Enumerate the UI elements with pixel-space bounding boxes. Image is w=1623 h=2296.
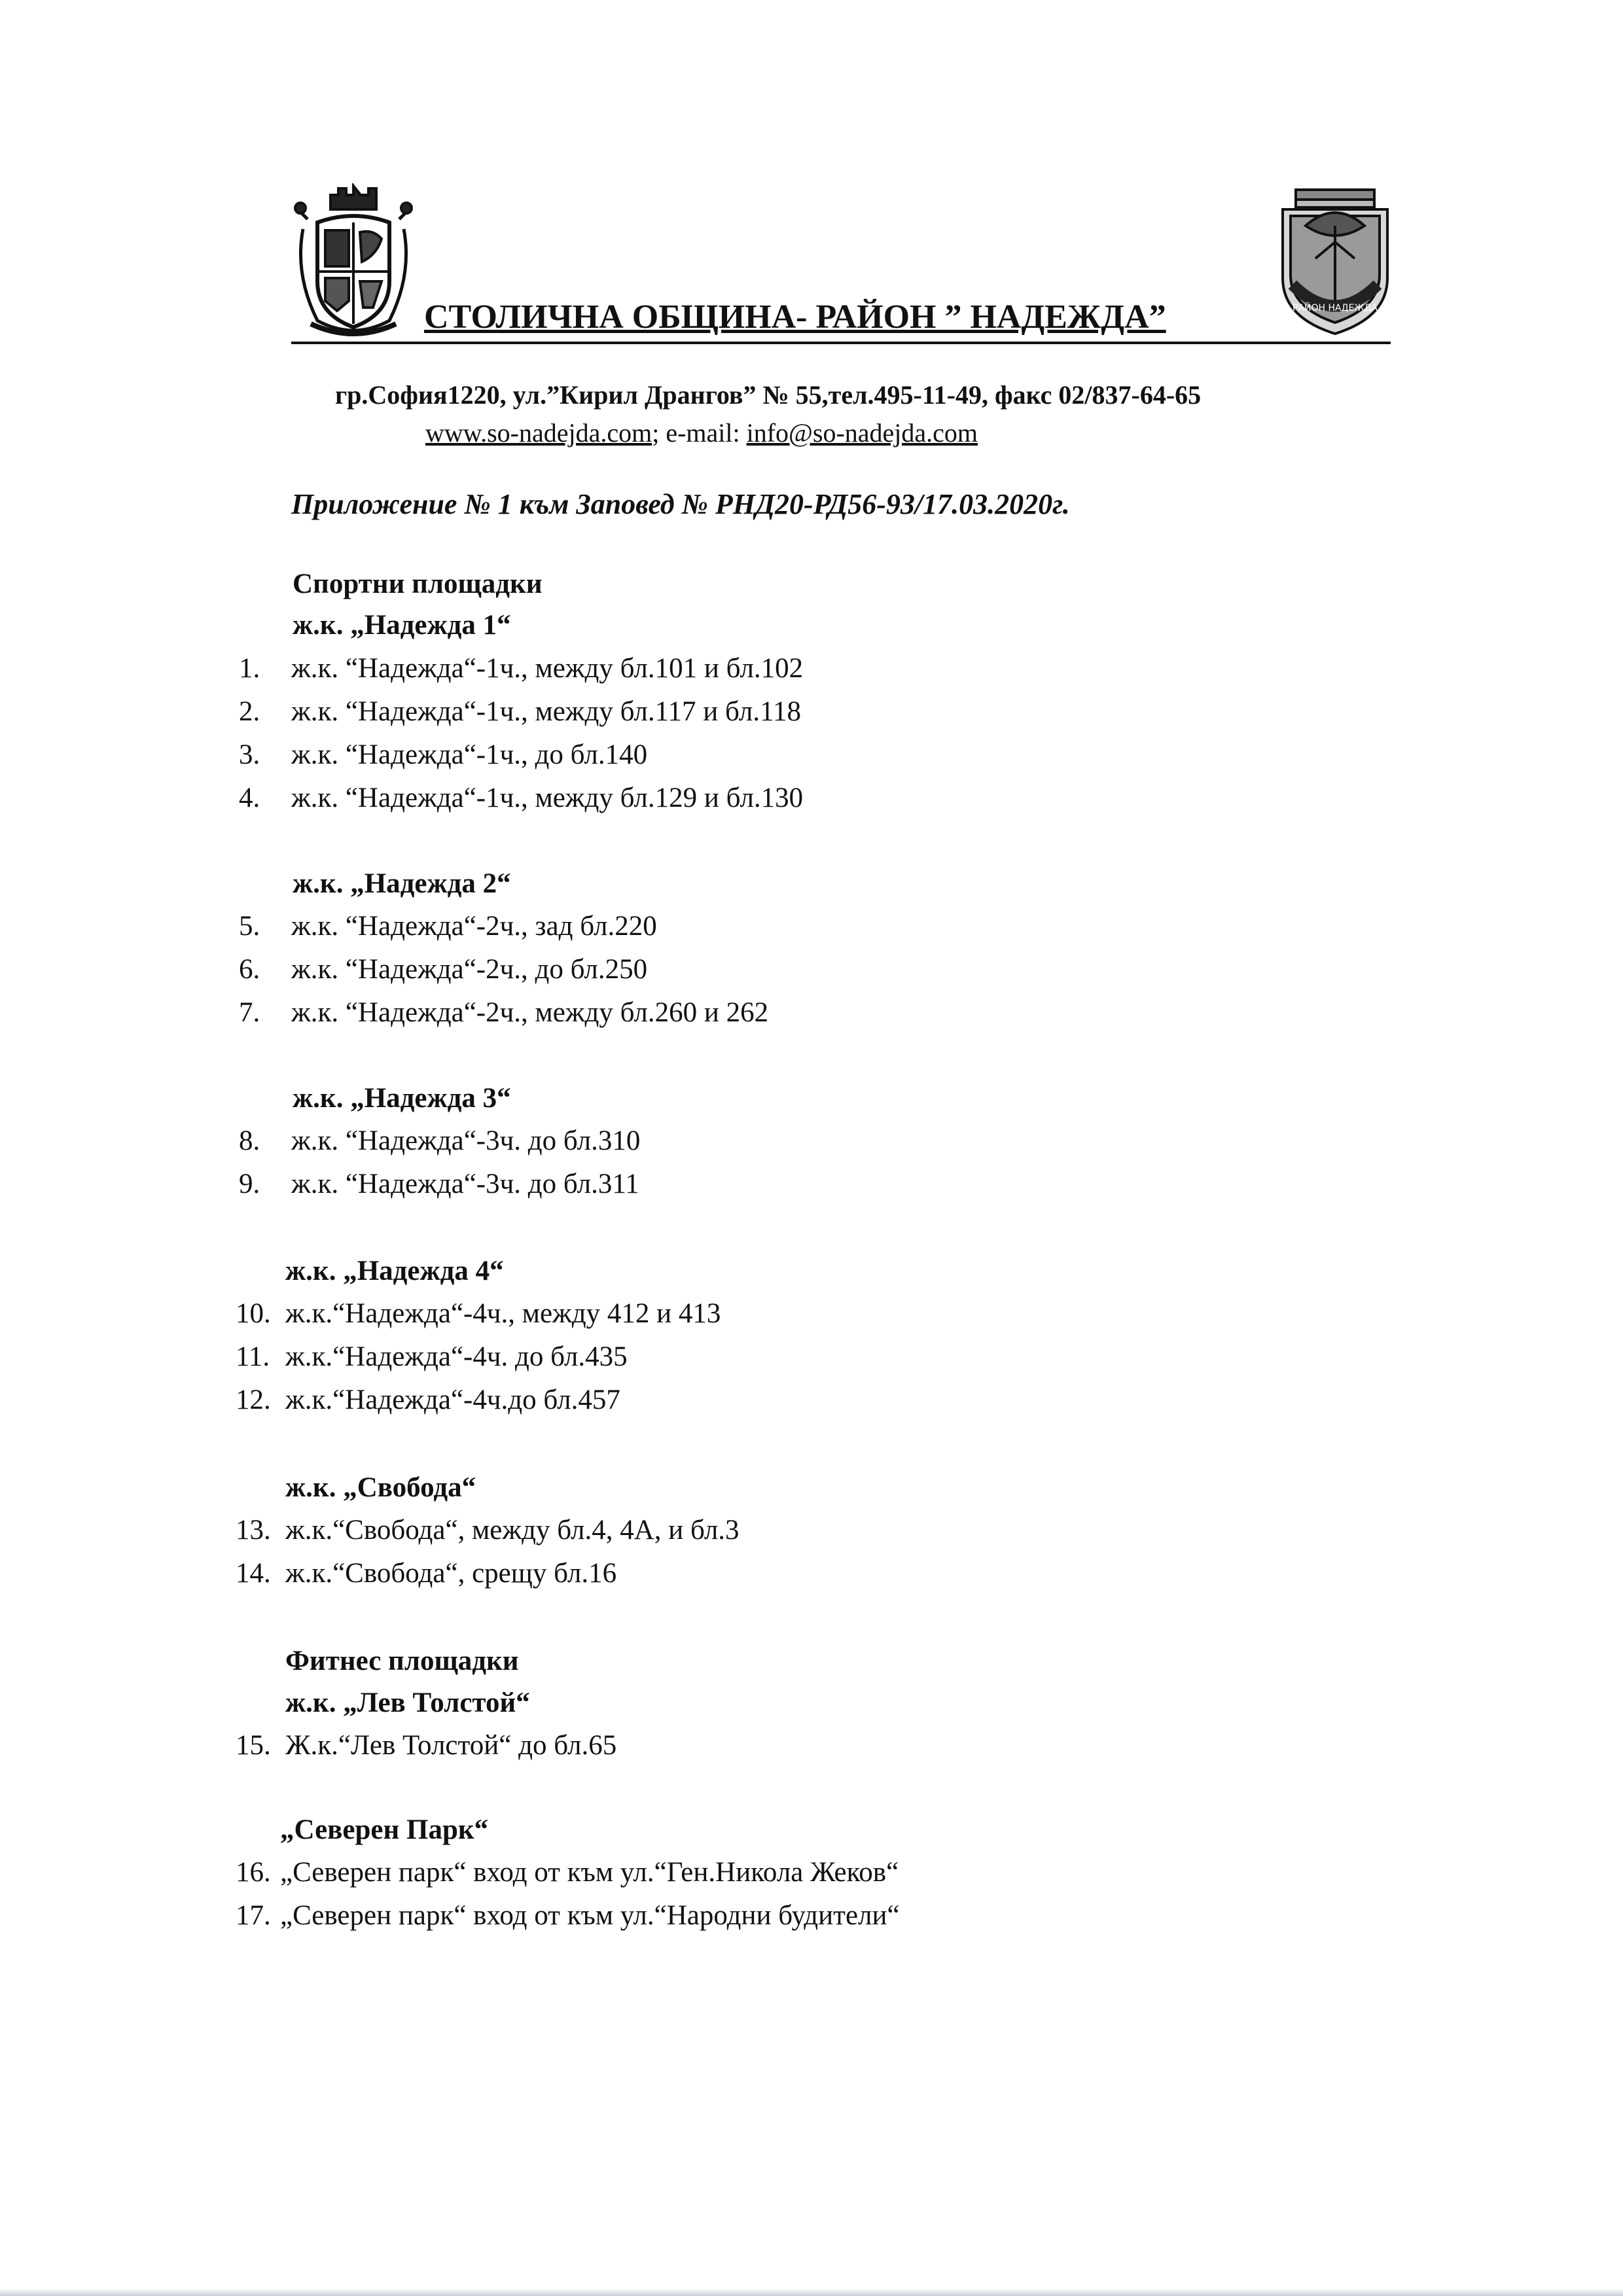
list-item: 16. „Северен парк“ вход от към ул.“Ген.Никола Жеков“ (236, 1857, 899, 1888)
list-item: 8. ж.к. “Надежда“-3ч. до бл.310 (239, 1125, 641, 1156)
list-item: 13. ж.к.“Свобода“, между бл.4, 4А, и бл.3 (236, 1515, 740, 1545)
email-link[interactable]: info@so-nadejda.com (746, 418, 978, 448)
sport-grounds-heading: Спортни площадки (293, 569, 543, 599)
fitness-grounds-heading: Фитнес площадки (285, 1646, 519, 1676)
list-item: 3. ж.к. “Надежда“-1ч., до бл.140 (239, 739, 648, 770)
organization-title: СТОЛИЧНА ОБЩИНА- РАЙОН ” НАДЕЖДА” (424, 298, 1166, 336)
list-item: 2. ж.к. “Надежда“-1ч., между бл.117 и бл.118 (239, 696, 801, 727)
section-heading-svoboda: ж.к. „Свобода“ (285, 1472, 476, 1503)
list-item: 12. ж.к.“Надежда“-4ч.до бл.457 (236, 1385, 620, 1415)
scan-edge-shadow (0, 2289, 1623, 2296)
list-item: 15. Ж.к.“Лев Толстой“ до бл.65 (236, 1730, 617, 1761)
list-item: 17. „Северен парк“ вход от към ул.“Народни будители“ (236, 1900, 900, 1931)
list-item: 5. ж.к. “Надежда“-2ч., зад бл.220 (239, 911, 657, 942)
section-heading-nadezhda-4: ж.к. „Надежда 4“ (285, 1256, 504, 1286)
list-item: 10. ж.к.“Надежда“-4ч., между 412 и 413 (236, 1298, 721, 1329)
list-item: 6. ж.к. “Надежда“-2ч., до бл.250 (239, 954, 648, 985)
annex-title: Приложение № 1 към Заповед № РНД20-РД56-93/17.03.2020г. (291, 488, 1070, 520)
contact-line (425, 417, 978, 448)
address-line: гр.София1220, ул.”Кирил Дрангов” № 55,тел.495-11-49, факс 02/837-64-65 (335, 380, 1202, 410)
website-link[interactable]: www.so-nadejda.com (425, 418, 652, 448)
section-heading-severen-park: „Северен Парк“ (280, 1814, 489, 1845)
list-item: 11. ж.к.“Надежда“-4ч. до бл.435 (236, 1341, 628, 1372)
list-item: 9. ж.к. “Надежда“-3ч. до бл.311 (239, 1169, 639, 1199)
sofia-coat-of-arms-icon (291, 183, 416, 340)
section-heading-nadezhda-3: ж.к. „Надежда 3“ (293, 1083, 511, 1114)
list-item: 4. ж.к. “Надежда“-1ч., между бл.129 и бл.130 (239, 783, 804, 813)
list-item: 1. ж.к. “Надежда“-1ч., между бл.101 и бл.102 (239, 653, 804, 684)
nadezhda-district-coat-of-arms-icon (1276, 186, 1394, 337)
section-heading-nadezhda-1: ж.к. „Надежда 1“ (293, 610, 511, 641)
section-heading-nadezhda-2: ж.к. „Надежда 2“ (293, 868, 511, 899)
list-item: 7. ж.к. “Надежда“-2ч., между бл.260 и 262 (239, 997, 769, 1028)
header-divider (291, 342, 1391, 344)
crest-band-text: РАЙОН НАДЕЖДА (1293, 303, 1378, 313)
list-item: 14. ж.к.“Свобода“, срещу бл.16 (236, 1558, 617, 1589)
email-label: ; e-mail: (652, 418, 747, 448)
section-heading-lev-tolstoy: ж.к. „Лев Толстой“ (285, 1687, 530, 1718)
